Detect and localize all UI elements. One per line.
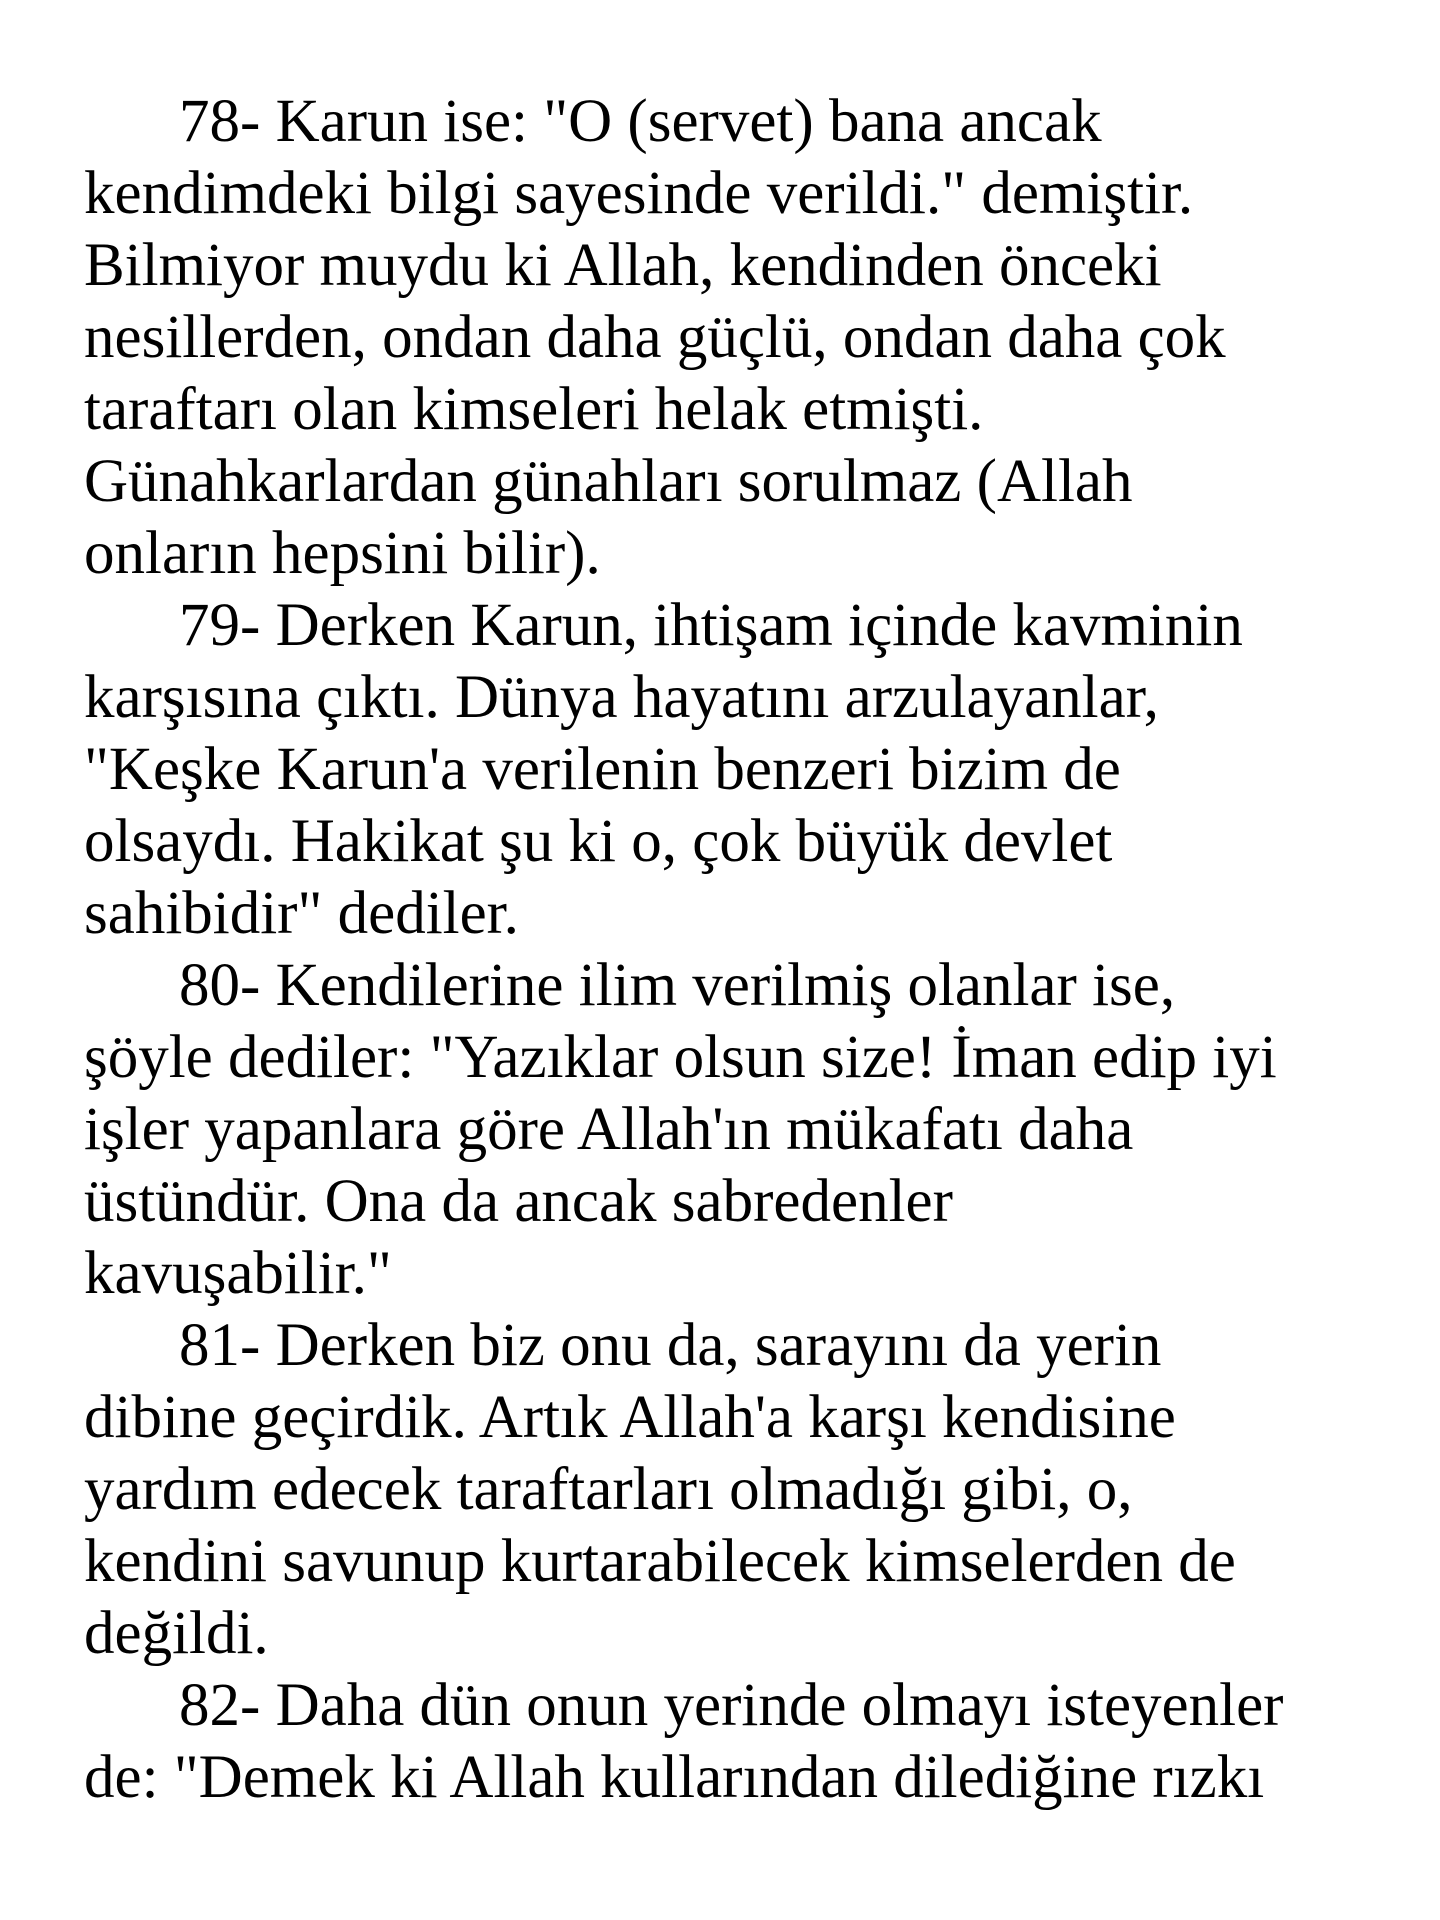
text-line: Bilmiyor muydu ki Allah, kendinden önceki [84,232,1162,299]
text-line: 81- Derken biz onu da, sarayını da yerin [179,1312,1162,1379]
text-line: "Keşke Karun'a verilenin benzeri bizim de [84,736,1121,803]
verse-81 [84,1310,1404,1670]
text-line: Günahkarlardan günahları sorulmaz (Allah [84,448,1133,515]
text-line: 79- Derken Karun, ihtişam içinde kavminin [179,592,1243,659]
text-line: işler yapanlara göre Allah'ın mükafatı daha [84,1096,1134,1163]
document-page [84,86,1404,1814]
text-line: taraftarı olan kimseleri helak etmişti. [84,376,984,443]
verse-78 [84,86,1404,590]
text-line: sahibidir" dediler. [84,880,519,947]
text-line: 80- Kendilerine ilim verilmiş olanlar ise, [179,952,1176,1019]
verse-82 [84,1670,1404,1814]
text-line: kavuşabilir." [84,1240,392,1307]
verse-79 [84,590,1404,950]
text-line: 78- Karun ise: "O (servet) bana ancak [179,88,1102,155]
text-line: 82- Daha dün onun yerinde olmayı isteyenler [179,1672,1284,1739]
text-line: kendini savunup kurtarabilecek kimselerden de [84,1528,1236,1595]
text-line: dibine geçirdik. Artık Allah'a karşı kendisine [84,1384,1176,1451]
text-line: yardım edecek taraftarları olmadığı gibi, o, [84,1456,1133,1523]
text-line: onların hepsini bilir). [84,520,601,587]
text-line: şöyle dediler: "Yazıklar olsun size! İman edip iyi [84,1024,1277,1091]
text-line: de: "Demek ki Allah kullarından dilediğine rızkı [84,1744,1265,1811]
text-line: nesillerden, ondan daha güçlü, ondan daha çok [84,304,1226,371]
verse-80 [84,950,1404,1310]
text-line: üstündür. Ona da ancak sabredenler [84,1168,953,1235]
text-line: olsaydı. Hakikat şu ki o, çok büyük devlet [84,808,1113,875]
text-line: karşısına çıktı. Dünya hayatını arzulayanlar, [84,664,1159,731]
text-line: kendimdeki bilgi sayesinde verildi." demiştir. [84,160,1194,227]
text-line: değildi. [84,1600,269,1667]
